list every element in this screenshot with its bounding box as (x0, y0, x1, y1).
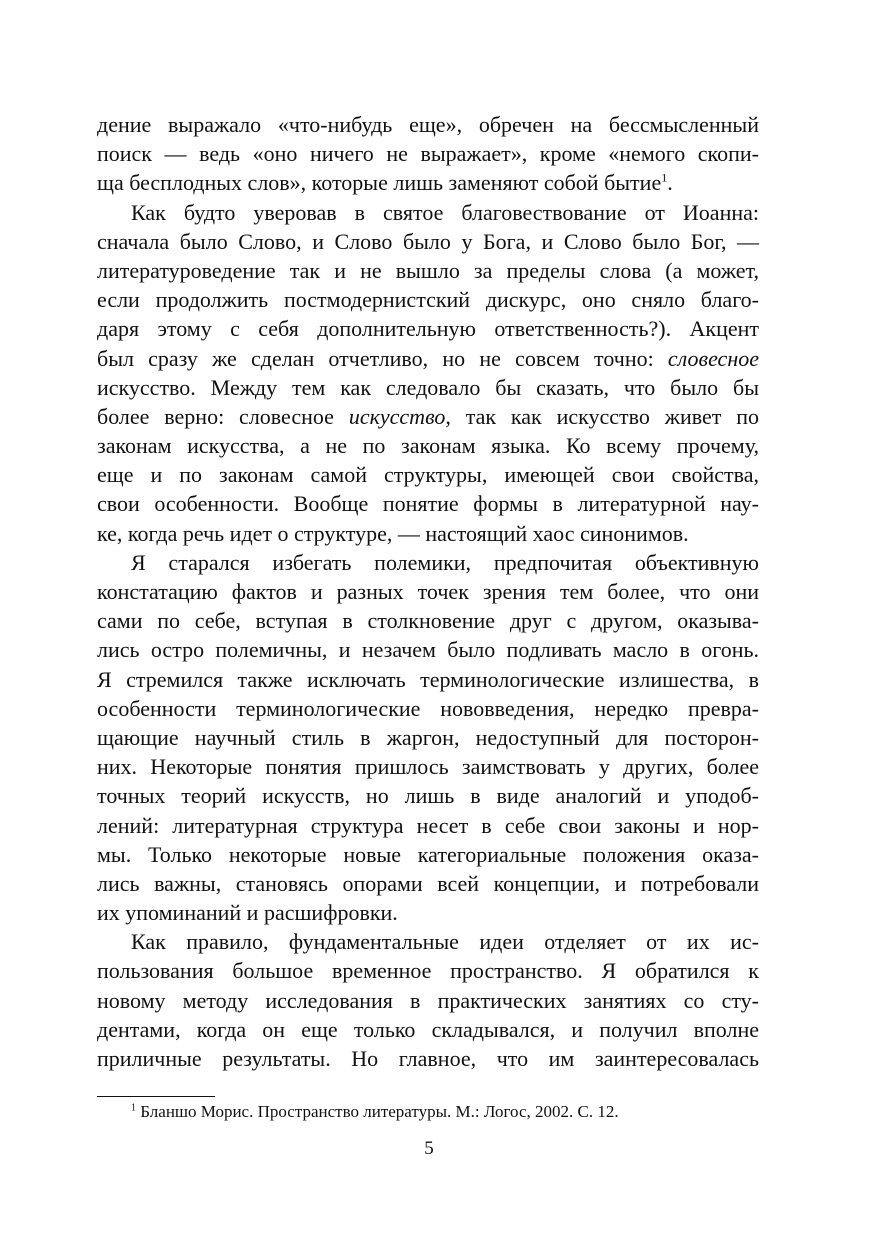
line-text: если продолжить постмодернистский дискурс, оно сняло благо- (97, 287, 759, 313)
line-text: законам искусства, а не по законам языка. Ко всему прочему, (97, 433, 759, 459)
text-line (97, 548, 759, 577)
line-text: пользования большое временное пространство. Я обратился к (97, 958, 759, 984)
line-text: был сразу же сделан отчетливо, но не совсем точно: (97, 345, 668, 371)
line-text: более верно: словесное (97, 403, 349, 429)
text-line (97, 314, 759, 343)
text-line (97, 986, 759, 1015)
text-line (97, 781, 759, 810)
text-line (97, 460, 759, 489)
text-line (97, 956, 759, 985)
line-text: их упоминаний и расшифровки. (97, 900, 398, 926)
text-line (97, 110, 759, 139)
line-text: Я старался избегать полемики, предпочитая объективную (131, 549, 759, 575)
line-text: сначала было Слово, и Слово было у Бога, и Слово было Бог, — (97, 228, 759, 254)
text-line (97, 606, 759, 635)
text-line (97, 168, 759, 197)
line-text: Как будто уверовав в святое благовествование от Иоанна: (131, 199, 759, 225)
footnote-text: Бланшо Морис. Пространство литературы. М.: Логос, 2002. С. 12. (140, 1102, 619, 1121)
footnote-marker: 1 (131, 1102, 136, 1114)
footnote-divider (97, 1096, 215, 1097)
line-text: искусство. Между тем как следовало бы сказать, что было бы (97, 374, 759, 400)
text-line (97, 577, 759, 606)
line-text: поиск — ведь «оно ничего не выражает», кроме «немого скопи- (97, 141, 759, 167)
line-text: свои особенности. Вообще понятие формы в литературной нау- (97, 491, 759, 517)
text-line (97, 840, 759, 869)
text-line (97, 752, 759, 781)
line-text: еще и по законам самой структуры, имеющей свои свойства, (97, 462, 759, 488)
footnote-reference: 1 (661, 171, 668, 186)
line-text: констатацию фактов и разных точек зрения тем более, что они (97, 579, 759, 604)
emphasis-text: искусство (348, 403, 446, 429)
text-line (97, 927, 759, 956)
line-text: Я стремился также исключать терминологические излишества, в (97, 666, 759, 692)
text-line (97, 373, 759, 402)
line-text: даря этому с себя дополнительную ответственность?). Акцент (97, 316, 759, 342)
line-text: точных теорий искусств, но лишь в виде аналогий и уподоб- (97, 783, 759, 809)
line-text: лений: литературная структура несет в себе свои законы и нор- (97, 812, 759, 838)
emphasis-text: словесное (667, 345, 759, 371)
line-text: ке, когда речь идет о структуре, — настоящий хаос синонимов. (97, 520, 689, 546)
line-text-tail: . (667, 170, 673, 196)
line-text: дение выражало «что-нибудь еще», обречен на бессмысленный (97, 112, 759, 137)
footnote (131, 1101, 759, 1123)
line-text: лись остро полемичны, и незачем было подливать масло в огонь. (97, 637, 759, 663)
text-line (97, 431, 759, 460)
text-line (97, 285, 759, 314)
text-line (97, 344, 759, 373)
text-line (97, 665, 759, 694)
line-text: дентами, когда он еще только складывался, и получил вполне (97, 1016, 759, 1042)
line-text: лись важны, становясь опорами всей концепции, и потребовали (97, 870, 759, 896)
line-text: них. Некоторые понятия пришлось заимствовать у других, более (97, 754, 759, 780)
line-text: особенности терминологические нововведения, нередко превра- (97, 695, 759, 721)
text-line (97, 898, 759, 927)
text-line (97, 519, 759, 548)
page-number: 5 (424, 1138, 434, 1159)
text-line (97, 1015, 759, 1044)
text-line (97, 139, 759, 168)
text-line (97, 198, 759, 227)
text-line (97, 227, 759, 256)
text-line (97, 811, 759, 840)
line-text: приличные результаты. Но главное, что им заинтересовалась (97, 1046, 759, 1071)
text-line (97, 723, 759, 752)
text-line (97, 1044, 759, 1073)
line-text: щающие научный стиль в жаргон, недоступный для посторон- (97, 724, 759, 750)
line-text: ща бесплодных слов», которые лишь заменяют собой бытие (97, 170, 662, 196)
line-text: новому методу исследования в практических занятиях со сту- (97, 987, 759, 1013)
text-line (97, 869, 759, 898)
line-text: Как правило, фундаментальные идеи отделяет от их ис- (131, 929, 759, 955)
text-line (97, 489, 759, 518)
line-text-tail: , так как искусство живет по (445, 403, 759, 429)
text-line (97, 635, 759, 664)
line-text: литературоведение так и не вышло за пределы слова (а может, (97, 257, 759, 283)
body-text (97, 110, 759, 1073)
line-text: сами по себе, вступая в столкновение друг с другом, оказыва- (97, 608, 759, 634)
line-text: мы. Только некоторые новые категориальные положения оказа- (97, 841, 759, 867)
text-line (97, 256, 759, 285)
text-line (97, 694, 759, 723)
text-line (97, 402, 759, 431)
